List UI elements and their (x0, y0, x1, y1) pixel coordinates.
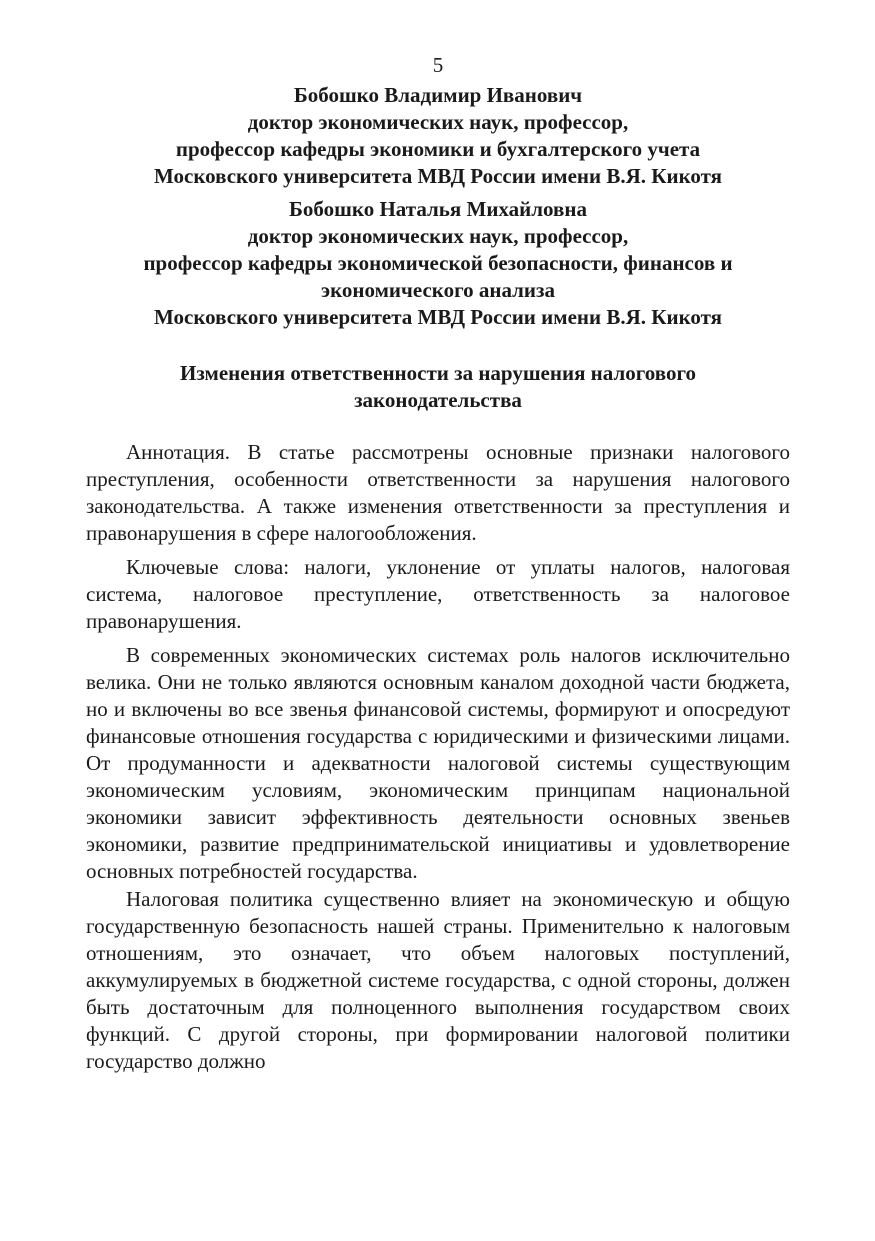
document-page (86, 52, 790, 1075)
author-position-continued: экономического анализа (321, 278, 555, 302)
keywords-paragraph: Ключевые слова: налоги, уклонение от уплаты налогов, налоговая система, налоговое преступление, ответственность за налоговое правонарушения. (86, 555, 790, 633)
body-paragraph: В современных экономических системах роль налогов исключительно велика. Они не только являются основным каналом доходной части бюджета, но и включены во все звенья финансовой системы, формируют и опосредуют финансовые отношения государства с юридическими и физическими лицами. От продуманности и адекватности налоговой системы существующим экономическим условиям, экономическим принципам национальной экономики зависит эффективность деятельности основных звеньев экономики, развитие предпринимательской инициативы и удовлетворение основных потребностей государства. (86, 643, 790, 883)
author-block-1 (86, 82, 790, 190)
page-number: 5 (432, 53, 444, 77)
article-title (86, 360, 790, 414)
author-name: Бобошко Наталья Михайловна (289, 197, 587, 221)
body-paragraph: Налоговая политика существенно влияет на экономическую и общую государственную безопасность нашей страны. Применительно к налоговым отношениям, это означает, что объем налоговых поступлений, аккумулируемых в бюджетной системе государства, с одной стороны, должен быть достаточным для полноценного выполнения государством своих функций. С другой стороны, при формировании налоговой политики государство должно (86, 887, 790, 1073)
author-position: профессор кафедры экономики и бухгалтерского учета (175, 137, 701, 161)
article-title-line-1: Изменения ответственности за нарушения налогового (180, 361, 696, 385)
article-body (86, 439, 790, 1075)
abstract-paragraph: Аннотация. В статье рассмотрены основные признаки налогового преступления, особенности ответственности за нарушения налогового законодательства. А также изменения ответственности за преступления и правонарушения в сфере налогообложения. (86, 440, 790, 545)
author-affiliation: Московского университета МВД России имени В.Я. Кикотя (153, 164, 723, 188)
author-block-2 (86, 196, 790, 331)
author-name: Бобошко Владимир Иванович (293, 83, 583, 107)
article-title-line-2: законодательства (354, 388, 522, 412)
author-position: профессор кафедры экономической безопасности, финансов и (143, 251, 733, 275)
author-degree: доктор экономических наук, профессор, (247, 110, 629, 134)
author-affiliation: Московского университета МВД России имени В.Я. Кикотя (153, 305, 723, 329)
author-degree: доктор экономических наук, профессор, (247, 224, 629, 248)
